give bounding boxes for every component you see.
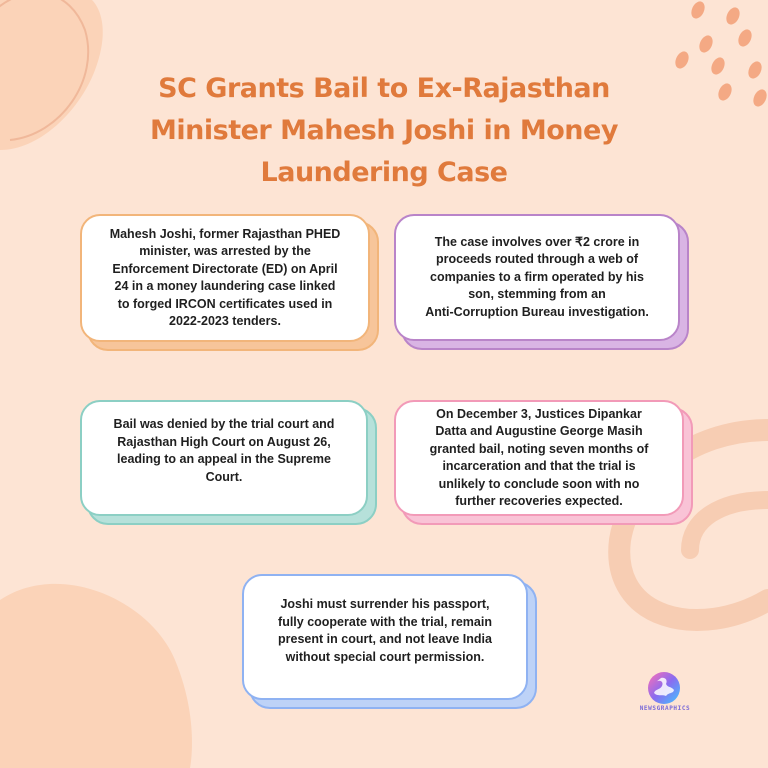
card-line: 2022-2023 tenders. [169,314,281,328]
card-bail-granted-text [430,406,649,511]
card-line: further recoveries expected. [455,494,623,508]
card-line: minister, was arrested by the [139,244,311,258]
card-line: leading to an appeal in the Supreme [117,452,331,466]
card-case-details-text [425,234,649,322]
card-line: Joshi must surrender his passport, [280,597,490,611]
title-line: Minister Mahesh Joshi in Money [150,115,618,146]
globe-logo-icon [646,670,682,706]
card-line: proceeds routed through a web of [435,252,639,267]
brand-name: NEWSGRAPHICS [639,705,691,712]
bottom-left-blob [0,584,192,768]
card-arrest [80,214,370,342]
card-conditions-text [278,596,492,666]
card-line: Anti-Corruption Bureau investigation. [425,304,649,319]
card-case-details [394,214,680,341]
card-line: Court. [205,469,243,484]
card-bail-denied-text [114,416,335,486]
card-line: granted bail, noting seven months of [429,441,649,456]
card-line: Mahesh Joshi, former Rajasthan PHED [109,226,341,241]
card-line: present in court, and not leave India [278,632,492,646]
card-line: Rajasthan High Court on August 26, [117,434,331,449]
card-line: The case involves over ₹2 crore in [434,234,640,249]
card-line: Bail was denied by the trial court and [113,417,335,431]
title-line: Laundering Case [260,157,508,188]
top-right-dots [673,0,768,109]
card-arrest-text [110,226,341,331]
bottom-right-swirl-2 [690,500,768,550]
card-line: Enforcement Directorate (ED) on April [112,261,338,276]
page-title [84,68,684,194]
title-line: SC Grants Bail to Ex-Rajasthan [158,73,610,104]
card-line: On December 3, Justices Dipankar [436,406,642,421]
card-line: Datta and Augustine George Masih [435,424,643,438]
card-bail-granted [394,400,684,516]
card-conditions [242,574,528,700]
card-line: companies to a firm operated by his [430,269,644,284]
card-line: without special court permission. [285,649,485,664]
card-line: 24 in a money laundering case linked [114,279,336,293]
card-line: son, stemming from an [468,287,606,302]
card-line: to forged IRCON certificates used in [117,296,333,311]
card-line: incarceration and that the trial is [442,459,636,473]
card-bail-denied [80,400,368,516]
card-line: unlikely to conclude soon with no [438,476,640,491]
card-line: fully cooperate with the trial, remain [278,614,492,629]
